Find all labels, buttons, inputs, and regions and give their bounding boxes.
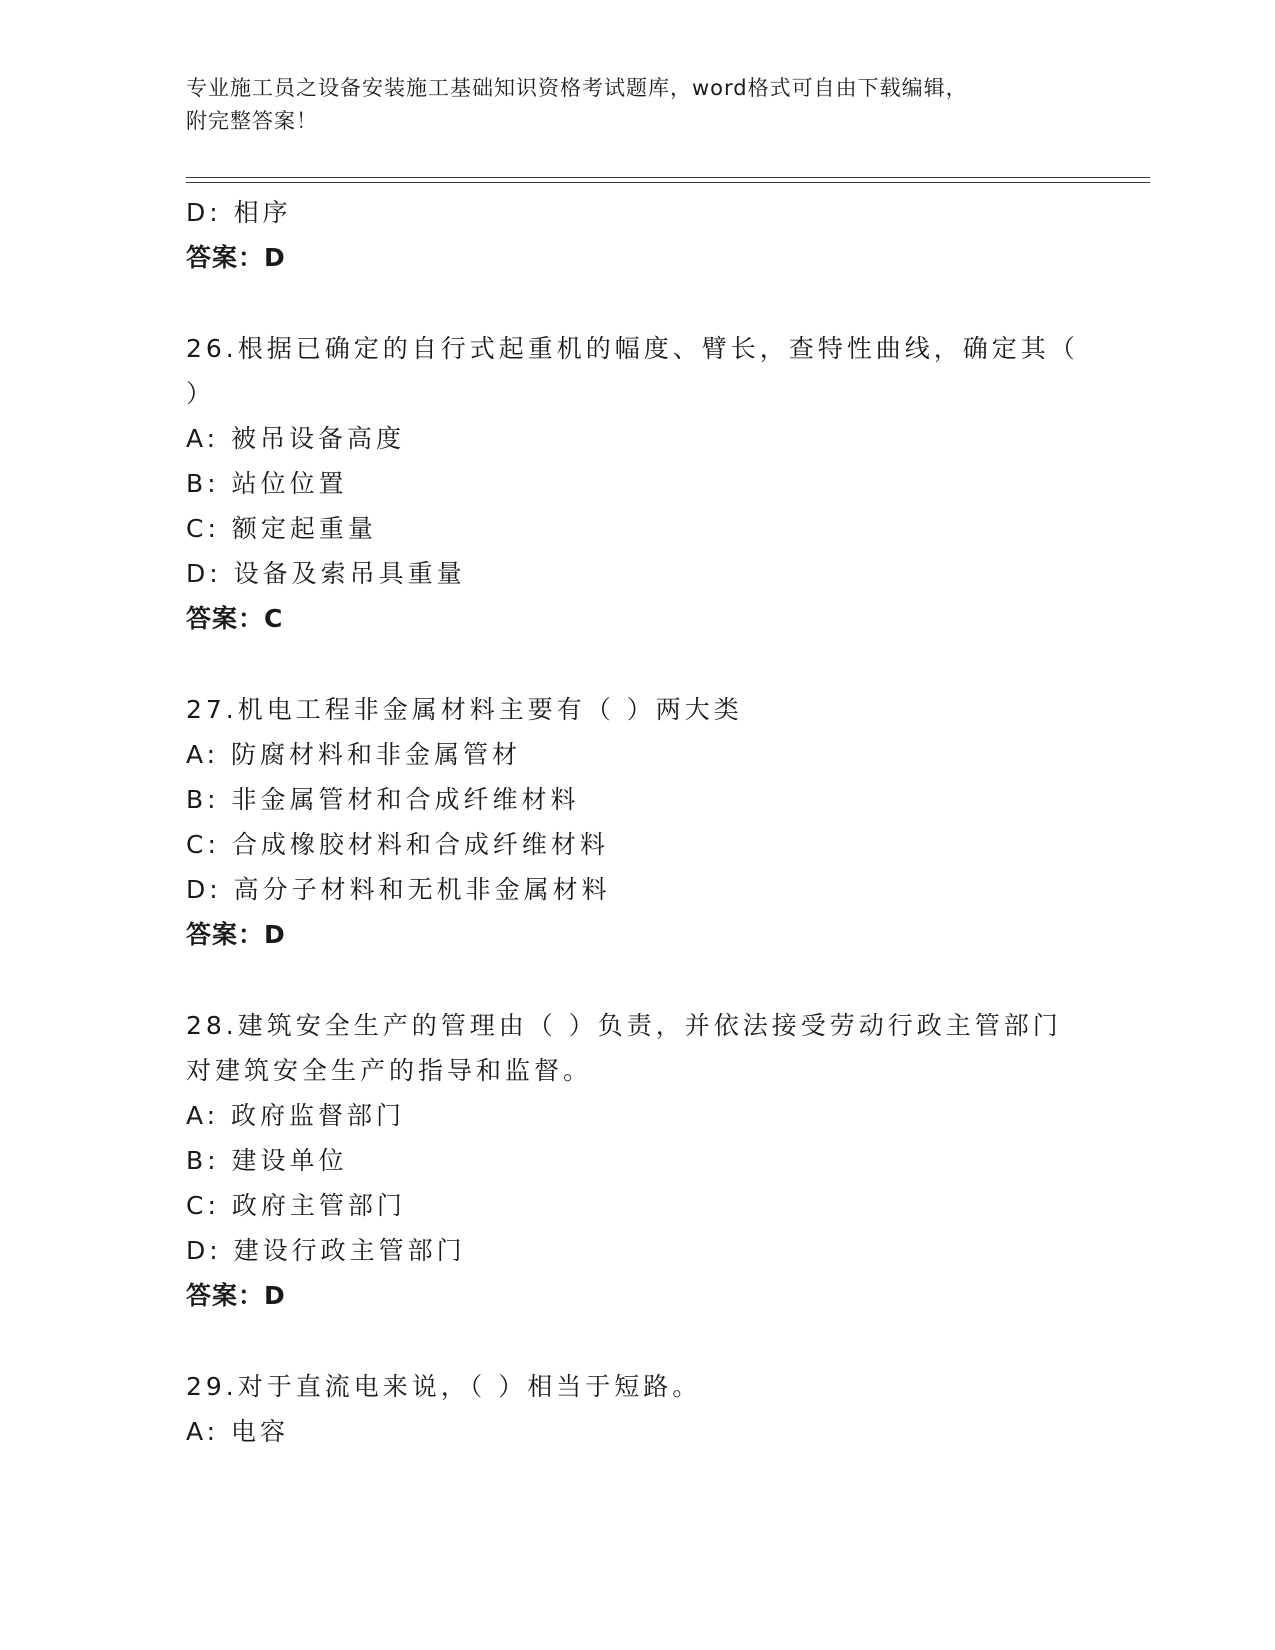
q27-option-b: B: 非金属管材和合成纤维材料 — [186, 785, 580, 814]
q29-stem-line-1: 29.对于直流电来说，（ ）相当于短路。 — [186, 1372, 702, 1401]
q26-option-c: C: 额定起重量 — [186, 514, 377, 543]
q26-option-a: A: 被吊设备高度 — [186, 424, 406, 453]
q27-option-a: A: 防腐材料和非金属管材 — [186, 740, 522, 769]
q26-stem-line-2: ） — [186, 379, 216, 408]
q25-answer: 答案：D — [186, 243, 286, 272]
q28-answer: 答案：D — [186, 1281, 286, 1310]
header-divider-bottom — [186, 182, 1150, 183]
q28-option-d: D: 建设行政主管部门 — [186, 1236, 466, 1265]
header-line-2: 附完整答案！ — [186, 109, 318, 133]
q28-option-a: A: 政府监督部门 — [186, 1101, 406, 1130]
q28-stem-line-1: 28.建筑安全生产的管理由（ ）负责，并依法接受劳动行政主管部门 — [186, 1011, 1062, 1040]
q29-option-a: A: 电容 — [186, 1417, 290, 1446]
q27-option-c: C: 合成橡胶材料和合成纤维材料 — [186, 830, 609, 859]
q27-answer: 答案：D — [186, 920, 286, 949]
q26-answer: 答案：C — [186, 604, 284, 633]
question-list — [186, 190, 1086, 1454]
header-line-1: 专业施工员之设备安装施工基础知识资格考试题库，word格式可自由下载编辑， — [186, 76, 968, 100]
q28-stem-line-2: 对建筑安全生产的指导和监督。 — [186, 1056, 593, 1085]
q26-stem-line-1: 26.根据已确定的自行式起重机的幅度、臂长，查特性曲线，确定其（ — [186, 334, 1079, 363]
q27-option-d: D: 高分子材料和无机非金属材料 — [186, 875, 611, 904]
q26-option-d: D: 设备及索吊具重量 — [186, 559, 466, 588]
q27-stem-line-1: 27.机电工程非金属材料主要有（ ）两大类 — [186, 695, 743, 724]
q25-option-d: D: 相序 — [186, 198, 292, 227]
q26-option-b: B: 站位位置 — [186, 469, 348, 498]
document-header — [186, 72, 1086, 138]
header-divider-top — [186, 177, 1150, 178]
q28-option-c: C: 政府主管部门 — [186, 1191, 406, 1220]
q28-option-b: B: 建设单位 — [186, 1146, 348, 1175]
